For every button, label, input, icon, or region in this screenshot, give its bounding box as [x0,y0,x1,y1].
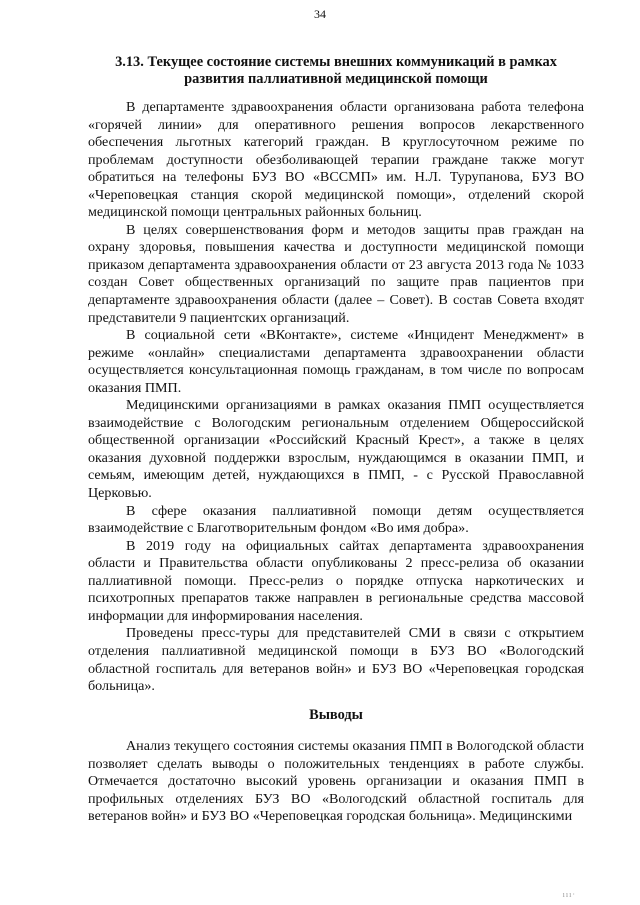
page-number: 34 [314,7,326,21]
section-title: 3.13. Текущее состояние системы внешних коммуникаций в рамках развития паллиативной медицинской помощи [115,54,557,87]
footer-mark: ııı· [562,890,576,899]
paragraph-red-cross: Медицинскими организациями в рамках оказания ПМП осуществляется взаимодействие с Вологодским региональным отделением Общероссийской общественной организации «Российский Красный Крест», а также в целях оказания духовной поддержки взрослым, нуждающимся в оказании ПМП, и семьям, имеющим детей, нуждающихся в ПМП, - с Русской Православной Церковью. [88,397,584,502]
paragraph-charity-fund: В сфере оказания паллиативной помощи детям осуществляется взаимодействие с Благотворительным фондом «Во имя добра». [88,502,584,537]
paragraph-press-releases: В 2019 году на официальных сайтах департамента здравоохранения области и Правительства области опубликованы 2 пресс-релиза об оказании паллиативной помощи. Пресс-релиз о порядке отпуска наркотических и психотропных препаратов также направлен в региональные средства массовой информации для информирования населения. [88,537,584,624]
section-body [88,99,584,696]
paragraph-hotline: В департаменте здравоохранения области организована работа телефона «горячей линии» для оперативного решения вопросов лекарственного обеспечения льготных категорий граждан. В круглосуточном режиме по проблемам доступности обезболивающей терапии граждане также могут обратиться на телефоны БУЗ ВО «ВССМП» им. Н.Л. Турупанова, БУЗ ВО «Череповецкая станция скорой медицинской помощи», отделений скорой медицинской помощи центральных районных больниц. [88,99,584,221]
conclusions-body [88,738,584,826]
paragraph-council: В целях совершенствования форм и методов защиты прав граждан на охрану здоровья, повышения качества и доступности медицинской помощи приказом департамента здравоохранения области от 23 августа 2013 года № 1033 создан Совет общественных организаций по защите прав пациентов при департаменте здравоохранения области (далее – Совет). В состав Совета входят представители 9 пациентских организаций. [88,221,584,326]
conclusions-title: Выводы [309,707,363,723]
paragraph-social-network: В социальной сети «ВКонтакте», системе «Инцидент Менеджмент» в режиме «онлайн» специалистами департамента здравоохранении области осуществляется консультационная помощь гражданам, в том числе по вопросам оказания ПМП. [88,327,584,396]
paragraph-conclusions: Анализ текущего состояния системы оказания ПМП в Вологодской области позволяет сделать выводы о положительных тенденциях в работе службы. Отмечается достаточно высокий уровень организации и оказания ПМП в профильных отделениях БУЗ ВО «Вологодский областной госпиталь для ветеранов войн» и БУЗ ВО «Череповецкая городская больница». Медицинскими [88,738,584,825]
paragraph-press-tours: Проведены пресс-туры для представителей СМИ в связи с открытием отделения паллиативной медицинской помощи в БУЗ ВО «Вологодский областной госпиталь для ветеранов войн» и БУЗ ВО «Череповецкая городская больница». [88,625,584,695]
